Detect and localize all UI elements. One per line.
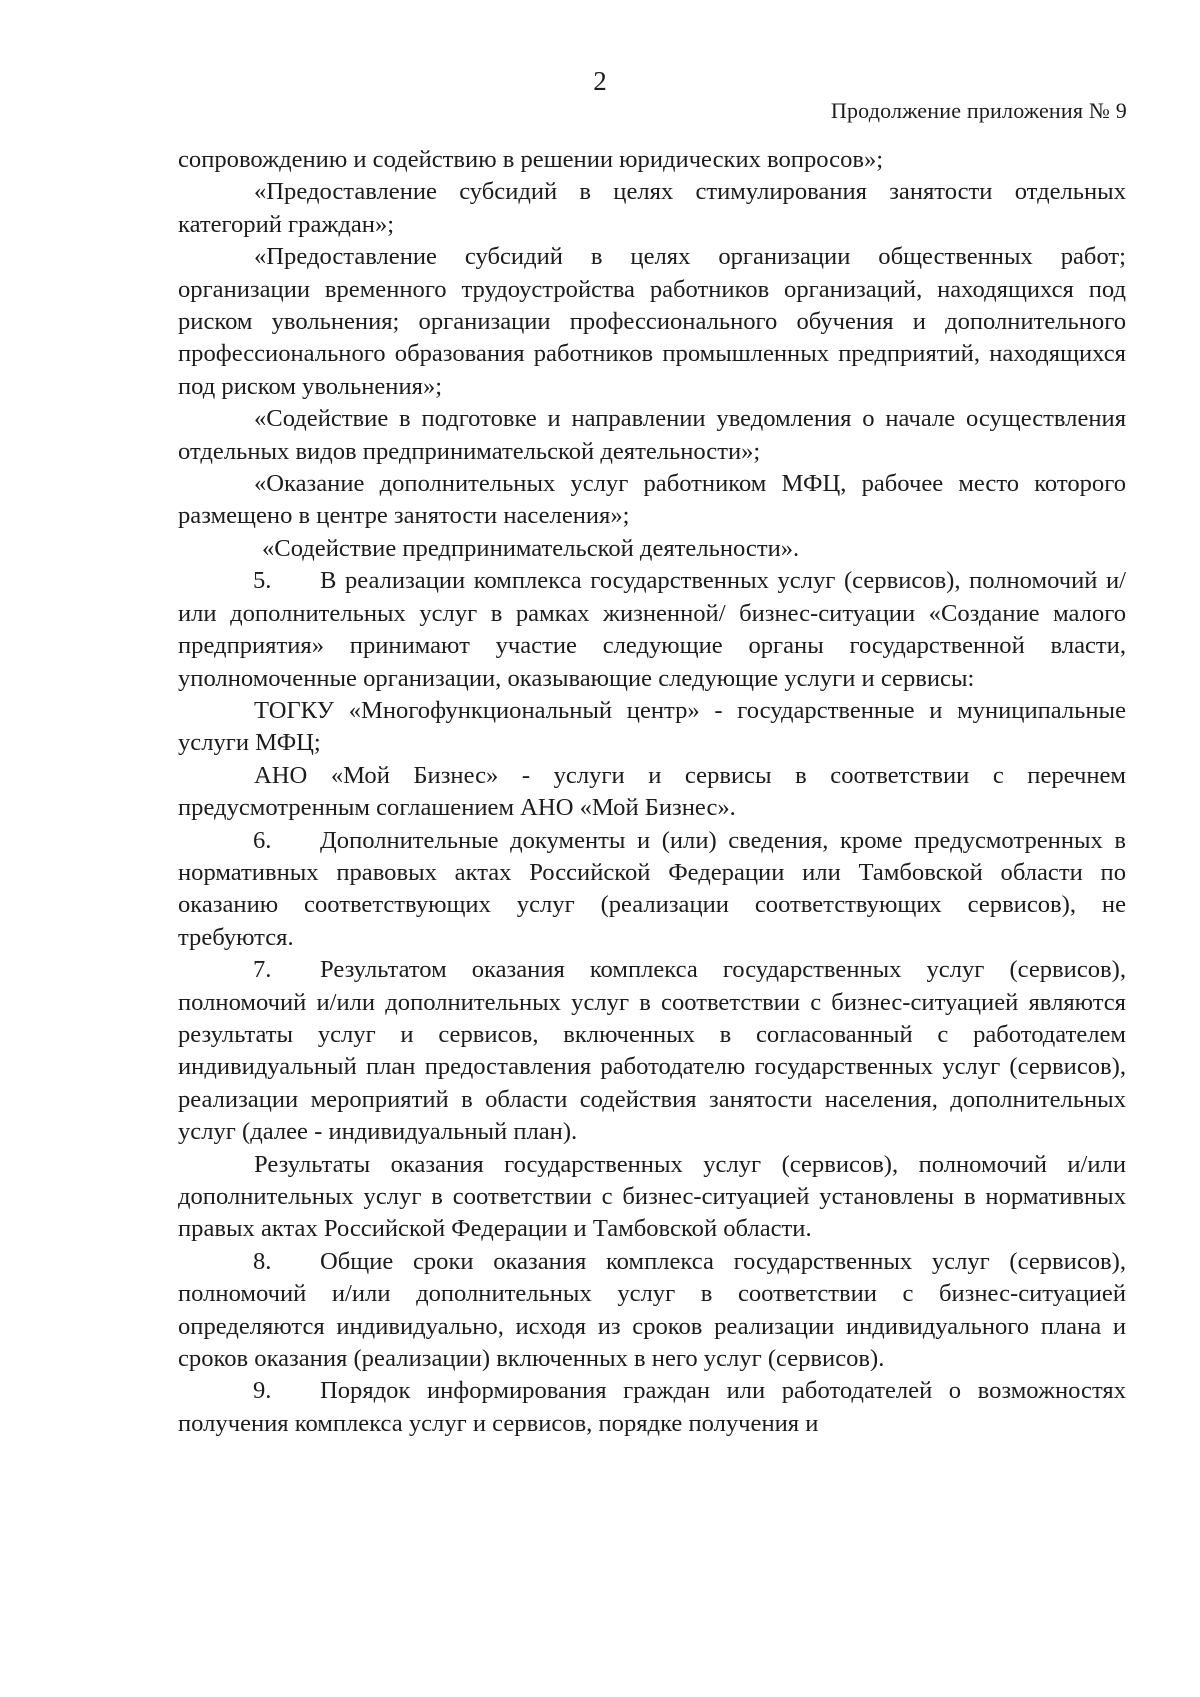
paragraph: «Оказание дополнительных услуг работником МФЦ, рабочее место которого размещено в центре занятости населения»; <box>178 470 1126 530</box>
paragraph-text: В реализации комплекса государственных услуг (сервисов), полномочий и/или дополнительных услуг в рамках жизненной/ бизнес-ситуации «Создание малого предприятия» принимают участие следующие органы государственной власти, уполномоченные организации, оказывающие следующие услуги и сервисы: <box>178 567 1126 692</box>
paragraph-text: Результатом оказания комплекса государственных услуг (сервисов), полномочий и/или дополнительных услуг в соответствии с бизнес-ситуацией являются результаты услуг и сервисов, включенных в согласованный с работодателем индивидуальный план предоставления работодателю государственных услуг (сервисов), реализации мероприятий в области содействия занятости населения, дополнительных услуг (далее - индивидуальный план). <box>178 956 1126 1146</box>
numbered-paragraph <box>178 954 1126 1148</box>
paragraph-text: Дополнительные документы и (или) сведения, кроме предусмотренных в нормативных правовых актах Российской Федерации или Тамбовской области по оказанию соответствующих услуг (реализации соответствующих сервисов), не требуются. <box>178 826 1126 951</box>
paragraph-number: 7. <box>253 956 272 984</box>
appendix-continuation-label: Продолжение приложения № 9 <box>830 98 1127 123</box>
paragraph: «Содействие в подготовке и направлении уведомления о начале осуществления отдельных видов предпринимательской деятельности»; <box>178 405 1126 465</box>
paragraph: сопровождению и содействию в решении юридических вопросов»; <box>178 146 884 173</box>
paragraph-number: 5. <box>253 567 272 595</box>
numbered-paragraph <box>178 1375 1126 1440</box>
paragraph-number: 6. <box>253 826 272 854</box>
paragraph: «Предоставление субсидий в целях стимулирования занятости отдельных категорий граждан»; <box>178 178 1126 238</box>
paragraph: Результаты оказания государственных услуг (сервисов), полномочий и/или дополнительных услуг в соответствии с бизнес-ситуацией установлены в нормативных правых актах Российской Федерации и Тамбовской области. <box>178 1150 1126 1243</box>
paragraph: «Содействие предпринимательской деятельности». <box>262 534 800 562</box>
paragraph-text: Порядок информирования граждан или работодателей о возможностях получения комплекса услуг и сервисов, порядке получения и <box>178 1377 1126 1437</box>
document-body <box>178 144 1126 1440</box>
page-number: 2 <box>593 66 607 96</box>
numbered-paragraph <box>178 565 1126 695</box>
numbered-paragraph <box>178 1246 1126 1376</box>
numbered-paragraph <box>178 825 1126 955</box>
paragraph: АНО «Мой Бизнес» - услуги и сервисы в соответствии с перечнем предусмотренным соглашением АНО «Мой Бизнес». <box>178 761 1126 822</box>
paragraph-number: 8. <box>253 1247 272 1275</box>
paragraph-text: Общие сроки оказания комплекса государственных услуг (сервисов), полномочий и/или дополнительных услуг в соответствии с бизнес-ситуацией определяются индивидуально, исходя из сроков реализации индивидуального плана и сроков оказания (реализации) включенных в него услуг (сервисов). <box>178 1247 1126 1373</box>
paragraph: ТОГКУ «Многофункциональный центр» - государственные и муниципальные услуги МФЦ; <box>178 696 1126 757</box>
paragraph-number: 9. <box>253 1377 272 1405</box>
paragraph: «Предоставление субсидий в целях организации общественных работ; организации временного трудоустройства работников организаций, находящихся под риском увольнения; организации профессионального обучения и дополнительного профессионального образования работников промышленных предприятий, находящихся под риском увольнения»; <box>178 243 1126 400</box>
